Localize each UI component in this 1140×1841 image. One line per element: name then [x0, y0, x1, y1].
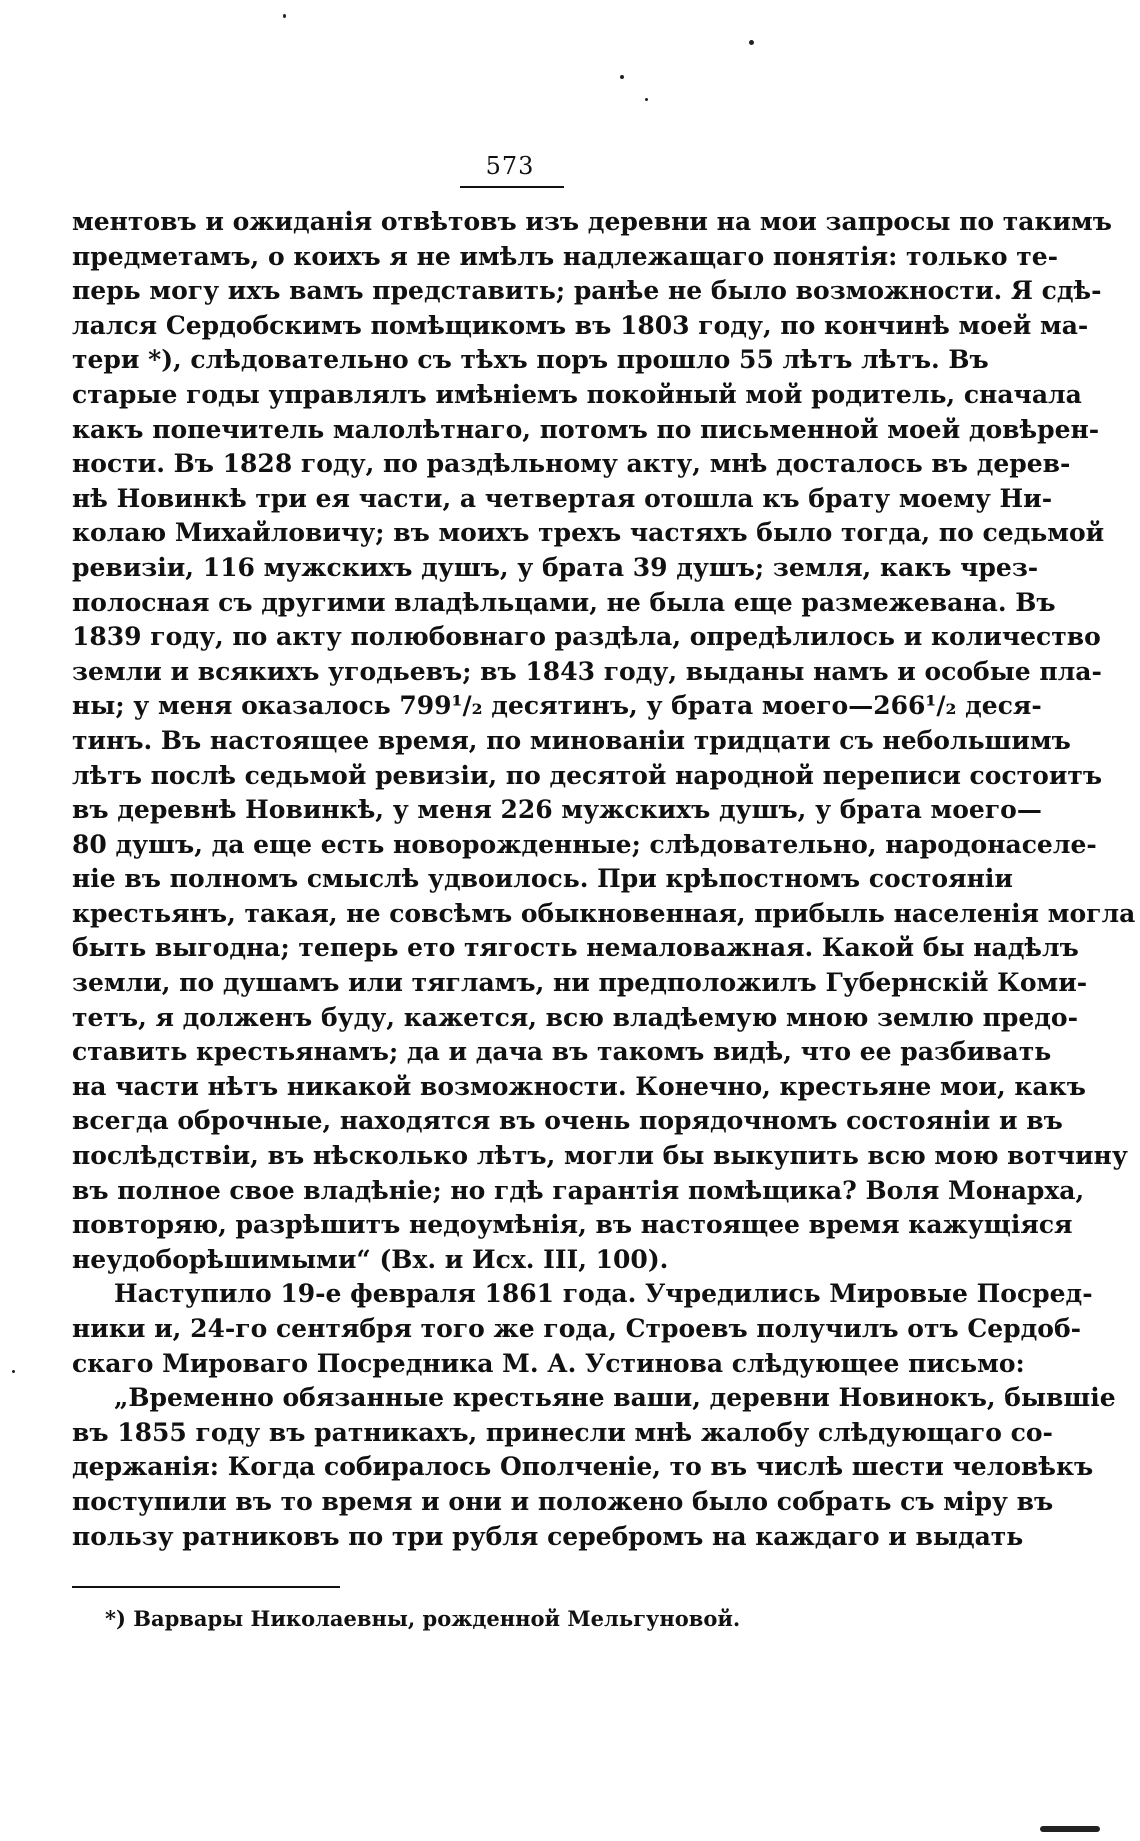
text-line: ментовъ и ожиданія отвѣтовъ изъ деревни на мои запросы по такимъ	[72, 207, 1112, 236]
text-line: ревизіи, 116 мужскихъ душъ, у брата 39 душъ; земля, какъ чрез-	[72, 552, 1039, 582]
text-line: „Временно обязанные крестьяне ваши, деревни Новинокъ, бывшіе	[114, 1383, 1116, 1413]
text-line: предметамъ, о коихъ я не имѣлъ надлежащаго понятія: только те-	[72, 241, 1058, 271]
text-line: 80 душъ, да еще есть новорожденные; слѣдовательно, народонаселе-	[72, 829, 1097, 859]
text-line: быть выгодна; теперь ето тягость немаловажная. Какой бы надѣлъ	[72, 933, 1079, 963]
body-text	[72, 205, 1136, 1554]
scan-speck	[1040, 1826, 1100, 1832]
text-line: въ деревнѣ Новинкѣ, у меня 226 мужскихъ душъ, у брата моего—	[72, 795, 1042, 825]
text-line: ніе въ полномъ смыслѣ удвоилось. При крѣпостномъ состояніи	[72, 864, 1013, 894]
text-line: тетъ, я долженъ буду, кажется, всю владѣемую мною землю предо-	[72, 1002, 1078, 1032]
text-line: ны; у меня оказалось 799¹/₂ десятинъ, у брата моего—266¹/₂ деся-	[72, 691, 1042, 721]
text-line: старые годы управлялъ имѣніемъ покойный мой родитель, сначала	[72, 379, 1082, 409]
text-line: лѣтъ послѣ седьмой ревизіи, по десятой народной переписи состоитъ	[72, 760, 1103, 790]
page-number: 573	[485, 152, 535, 180]
text-line: въ 1855 году въ ратникахъ, принесли мнѣ жалобу слѣдующаго со-	[72, 1417, 1053, 1447]
text-line: ности. Въ 1828 году, по раздѣльному акту, мнѣ досталось въ дерев-	[72, 449, 1071, 479]
text-line: всегда оброчные, находятся въ очень порядочномъ состояніи и въ	[72, 1106, 1063, 1136]
footnote-rule	[72, 1586, 340, 1588]
text-line: послѣдствіи, въ нѣсколько лѣтъ, могли бы выкупить всю мою вотчину	[72, 1141, 1128, 1171]
text-line: Наступило 19-е февраля 1861 года. Учредились Мировые Посред-	[114, 1279, 1093, 1309]
text-line: на части нѣтъ никакой возможности. Конечно, крестьяне мои, какъ	[72, 1071, 1086, 1101]
scan-speck	[620, 75, 624, 79]
text-line: перь могу ихъ вамъ представить; ранѣе не было возможности. Я сдѣ-	[72, 276, 1102, 306]
text-line: нѣ Новинкѣ три ея части, а четвертая отошла къ брату моему Ни-	[72, 483, 1053, 513]
text-line: тинъ. Въ настоящее время, по минованіи тридцати съ небольшимъ	[72, 725, 1071, 755]
scan-speck	[283, 14, 286, 18]
text-line: держанія: Когда собиралось Ополченіе, то въ числѣ шести человѣкъ	[72, 1452, 1094, 1482]
text-line: земли и всякихъ угодьевъ; въ 1843 году, выданы намъ и особые пла-	[72, 656, 1102, 686]
text-line: крестьянъ, такая, не совсѣмъ обыкновенная, прибыль населенія могла	[72, 898, 1136, 928]
text-line: пользу ратниковъ по три рубля серебромъ на каждаго и выдать	[72, 1521, 1024, 1551]
text-line: колаю Михайловичу; въ моихъ трехъ частяхъ было тогда, по седьмой	[72, 518, 1105, 548]
scan-speck	[749, 40, 754, 45]
text-line: поступили въ то время и они и положено было собрать съ міру въ	[72, 1486, 1054, 1516]
text-line: неудоборѣшимыми“ (Вх. и Исх. III, 100).	[72, 1244, 669, 1274]
text-line: 1839 году, по акту полюбовнаго раздѣла, опредѣлилось и количество	[72, 622, 1101, 652]
text-line: ники и, 24-го сентября того же года, Строевъ получилъ отъ Сердоб-	[72, 1314, 1082, 1343]
text-line: земли, по душамъ или тягламъ, ни предположилъ Губернскій Коми-	[72, 968, 1088, 998]
text-line: полосная съ другими владѣльцами, не была еще размежевана. Въ	[72, 587, 1056, 617]
text-line: тери *), слѣдовательно съ тѣхъ поръ прошло 55 лѣтъ лѣтъ. Въ	[72, 345, 989, 375]
scan-speck	[12, 1370, 15, 1373]
text-line: повторяю, разрѣшитъ недоумѣнія, въ настоящее время кажущіяся	[72, 1210, 1073, 1240]
scan-speck	[645, 98, 648, 101]
text-line: скаго Мироваго Посредника М. А. Устинова слѣдующее письмо:	[72, 1348, 1025, 1378]
text-line: въ полное свое владѣніе; но гдѣ гарантія помѣщика? Воля Монарха,	[72, 1175, 1085, 1205]
text-line: лался Сердобскимъ помѣщикомъ въ 1803 году, по кончинѣ моей ма-	[72, 310, 1089, 340]
footnote: *) Варвары Николаевны, рожденной Мельгуновой.	[105, 1606, 741, 1631]
page-number-rule	[460, 186, 564, 188]
text-line: ставить крестьянамъ; да и дача въ такомъ видѣ, что ее разбивать	[72, 1037, 1052, 1067]
text-line: какъ попечитель малолѣтнаго, потомъ по письменной моей довѣрен-	[72, 414, 1100, 444]
